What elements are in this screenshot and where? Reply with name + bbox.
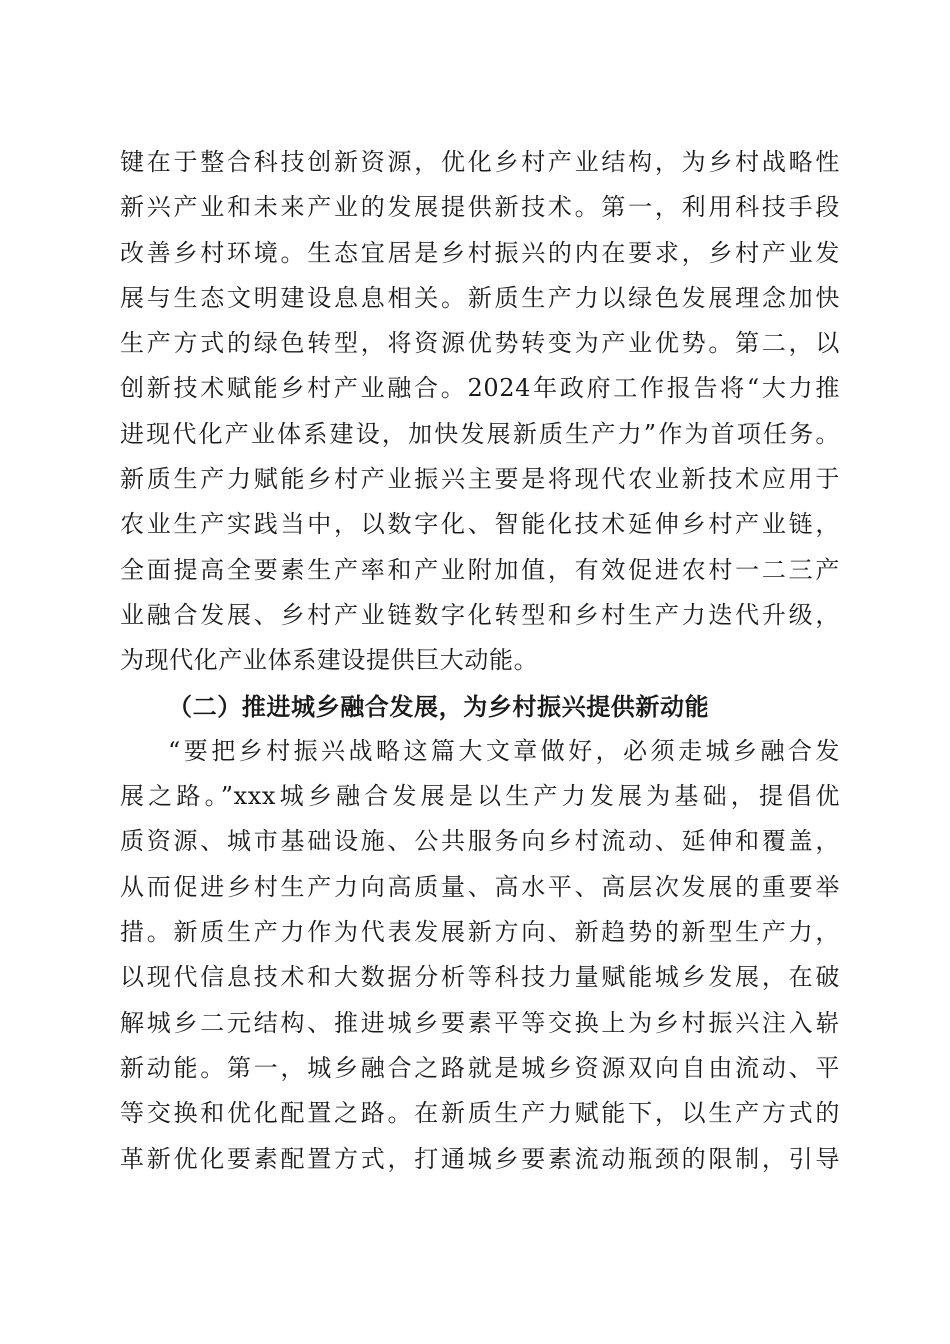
text-line: 为现代化产业体系建设提供巨大动能。 [120,646,539,675]
text-line: 业融合发展、乡村产业链数字化转型和乡村生产力迭代升级， [120,600,840,629]
text-line: 展与生态文明建设息息相关。新质生产力以绿色发展理念加快 [120,283,840,312]
text-line: 新兴产业和未来产业的发展提供新技术。第一，利用科技手段 [120,193,840,222]
text-line: 展之路。”xxx城乡融合发展是以生产力发展为基础，提倡优 [120,782,840,811]
body-text [120,140,840,1182]
text-line: 等交换和优化配置之路。在新质生产力赋能下，以生产方式的 [120,1099,840,1128]
text-line: 从而促进乡村生产力向高质量、高水平、高层次发展的重要举 [120,872,840,901]
text-line: 改善乡村环境。生态宜居是乡村振兴的内在要求，乡村产业发 [120,238,840,267]
text-line: 措。新质生产力作为代表发展新方向、新趋势的新型生产力， [120,918,840,947]
paragraph-2 [120,729,840,1182]
text-line: 生产方式的绿色转型，将资源优势转变为产业优势。第二，以 [120,329,840,358]
text-line: 创新技术赋能乡村产业融合。2024年政府工作报告将“大力推 [120,374,840,403]
text-line: 农业生产实践当中，以数字化、智能化技术延伸乡村产业链， [120,510,840,539]
section-heading: （二）推进城乡融合发展，为乡村振兴提供新动能 [168,691,710,721]
text-line: 新动能。第一，城乡融合之路就是城乡资源双向自由流动、平 [120,1053,840,1082]
text-line: 以现代信息技术和大数据分析等科技力量赋能城乡发展，在破 [120,963,840,992]
paragraph-1 [120,140,840,684]
text-line: 质资源、城市基础设施、公共服务向乡村流动、延伸和覆盖， [120,827,840,856]
text-line: “要把乡村振兴战略这篇大文章做好，必须走城乡融合发 [168,736,840,765]
text-line: 全面提高全要素生产率和产业附加值，有效促进农村一二三产 [120,555,840,584]
text-line: 进现代化产业体系建设，加快发展新质生产力”作为首项任务。 [120,419,840,448]
text-line: 键在于整合科技创新资源，优化乡村产业结构，为乡村战略性 [120,148,840,176]
text-line: 革新优化要素配置方式，打通城乡要素流动瓶颈的限制，引导 [120,1144,840,1173]
text-line: 解城乡二元结构、推进城乡要素平等交换上为乡村振兴注入崭 [120,1008,840,1037]
text-line: 新质生产力赋能乡村产业振兴主要是将现代农业新技术应用于 [120,465,840,494]
